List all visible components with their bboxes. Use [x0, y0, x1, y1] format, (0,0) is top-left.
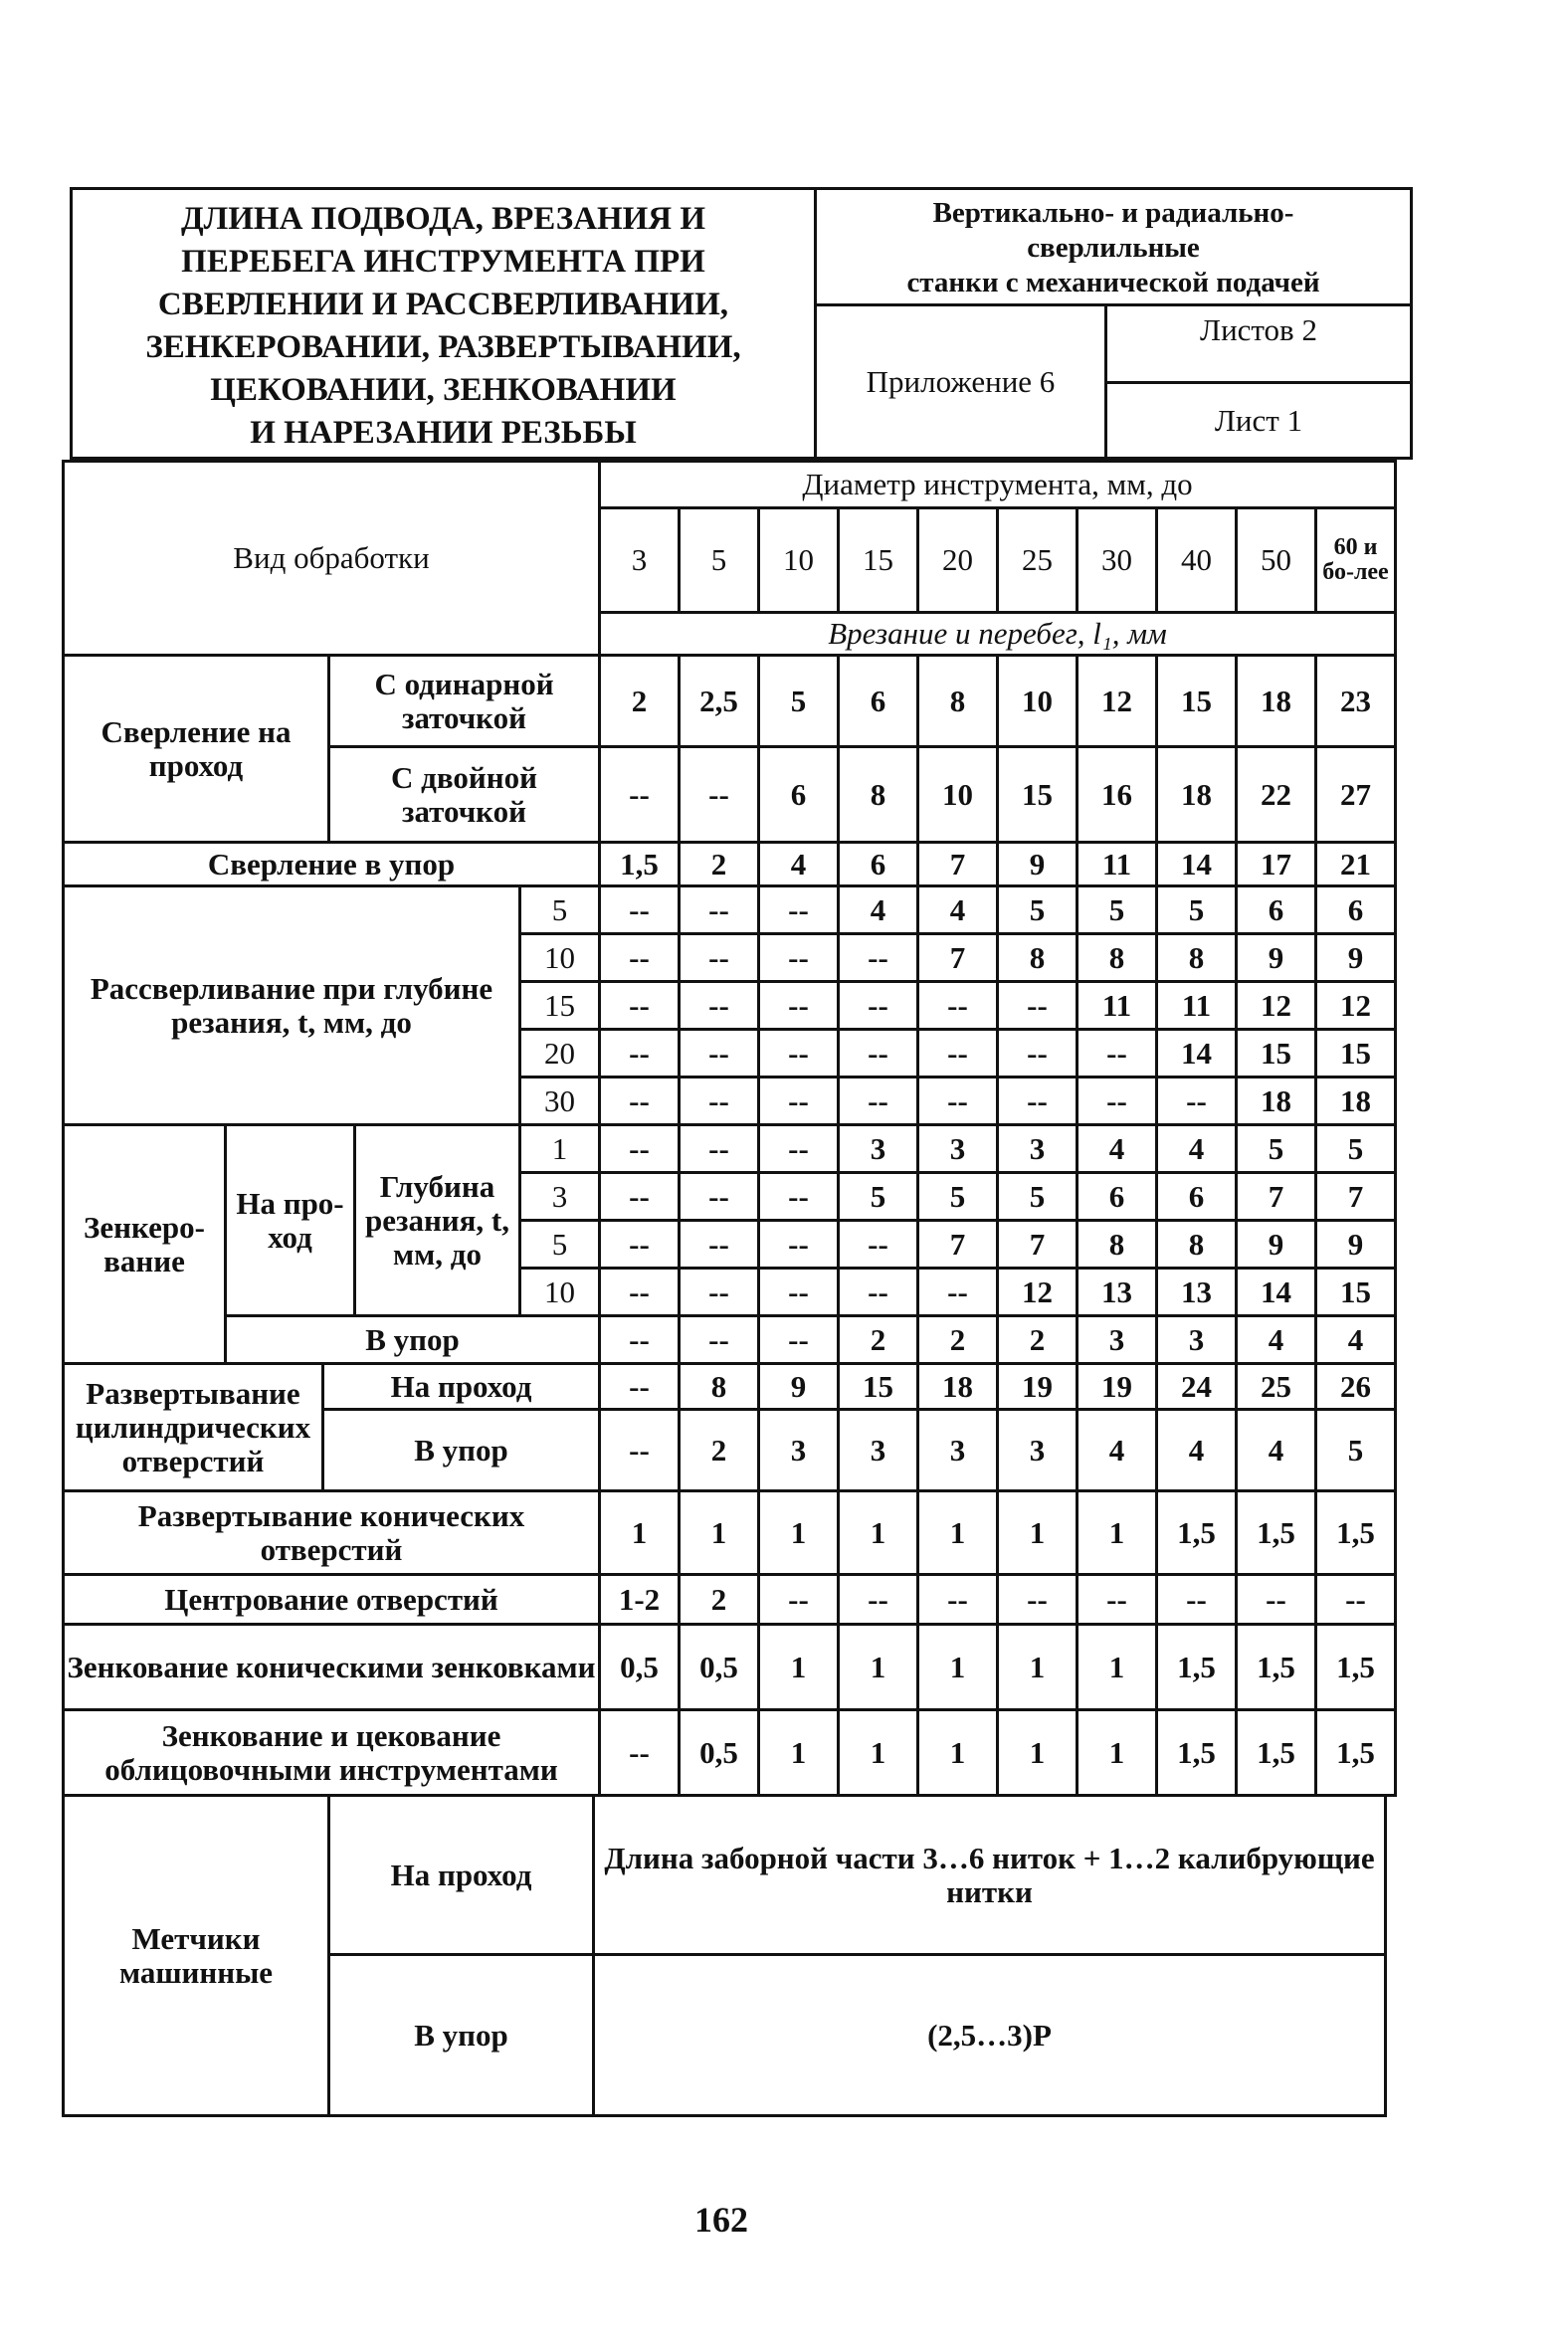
value-cell: 7: [1317, 1174, 1397, 1222]
value-cell: 3: [1078, 1317, 1158, 1365]
value-cell: 1: [760, 1626, 840, 1711]
value-cell: 4: [919, 887, 999, 935]
value-cell: --: [601, 935, 681, 983]
value-cell: 13: [1078, 1270, 1158, 1317]
value-cell: 9: [1238, 1222, 1317, 1270]
value-cell: --: [760, 1174, 840, 1222]
value-cell: --: [760, 1031, 840, 1078]
depth-cell: 5: [521, 887, 601, 935]
page-number: 162: [694, 2200, 748, 2240]
value-cell: 11: [1078, 844, 1158, 887]
value-cell: 1: [1078, 1626, 1158, 1711]
value-cell: 6: [760, 748, 840, 844]
sheets-count: Листов 2: [1107, 306, 1410, 384]
value-cell: 18: [1158, 748, 1238, 844]
value-cell: 8: [999, 935, 1078, 983]
value-cell: 4: [1158, 1126, 1238, 1174]
value-cell: 18: [1238, 657, 1317, 748]
value-cell: 5: [919, 1174, 999, 1222]
diameter-column-header: 40: [1158, 509, 1238, 614]
value-cell: 5: [999, 887, 1078, 935]
diameter-column-header: 50: [1238, 509, 1317, 614]
value-cell: 15: [1317, 1031, 1397, 1078]
value-cell: 8: [681, 1365, 760, 1411]
value-cell: --: [681, 1222, 760, 1270]
value-cell: 12: [1317, 983, 1397, 1031]
value-cell: --: [601, 1126, 681, 1174]
value-cell: 24: [1158, 1365, 1238, 1411]
reaming-depth-label: Рассверливание при глубине резания, t, мм, до: [62, 887, 521, 1126]
value-cell: 26: [1317, 1365, 1397, 1411]
value-cell: 3: [840, 1411, 919, 1492]
value-cell: 11: [1158, 983, 1238, 1031]
value-cell: 9: [1317, 935, 1397, 983]
value-cell: 1: [919, 1711, 999, 1797]
value-cell: --: [840, 1270, 919, 1317]
value-cell: 7: [999, 1222, 1078, 1270]
countersinking-blind-label: В упор: [227, 1317, 601, 1365]
value-cell: 15: [1317, 1270, 1397, 1317]
value-cell: --: [681, 1174, 760, 1222]
value-cell: 4: [1238, 1317, 1317, 1365]
taps-blind-label: В упор: [330, 1956, 595, 2117]
value-cell: 6: [1078, 1174, 1158, 1222]
value-cell: 8: [1158, 1222, 1238, 1270]
value-cell: 22: [1238, 748, 1317, 844]
value-cell: 12: [999, 1270, 1078, 1317]
value-cell: 10: [999, 657, 1078, 748]
value-cell: 2: [840, 1317, 919, 1365]
value-cell: --: [840, 1576, 919, 1626]
value-cell: 1,5: [1158, 1626, 1238, 1711]
value-cell: --: [760, 1270, 840, 1317]
single-point-label: С одинарной заточкой: [330, 657, 601, 748]
value-cell: 1: [681, 1492, 760, 1576]
depth-cell: 30: [521, 1078, 601, 1126]
value-cell: 18: [1238, 1078, 1317, 1126]
value-cell: 5: [1078, 887, 1158, 935]
value-cell: 2: [601, 657, 681, 748]
value-cell: --: [919, 1078, 999, 1126]
value-cell: 1: [840, 1626, 919, 1711]
depth-cell: 10: [521, 1270, 601, 1317]
diameter-column-header: 3: [601, 509, 681, 614]
value-cell: --: [840, 983, 919, 1031]
value-cell: 1,5: [1317, 1626, 1397, 1711]
title-line: И НАРЕЗАНИИ РЕЗЬБЫ: [250, 415, 637, 451]
value-cell: --: [681, 1126, 760, 1174]
value-cell: --: [601, 1031, 681, 1078]
value-cell: --: [681, 983, 760, 1031]
value-cell: 4: [1158, 1411, 1238, 1492]
value-cell: 1: [760, 1711, 840, 1797]
value-cell: 1: [999, 1492, 1078, 1576]
drilling-blind-label: Сверление в упор: [62, 844, 601, 887]
value-cell: --: [999, 1031, 1078, 1078]
title-line: ПЕРЕБЕГА ИНСТРУМЕНТА ПРИ: [181, 244, 705, 280]
value-cell: --: [601, 1174, 681, 1222]
reaming-blind-label: В упор: [324, 1411, 601, 1492]
value-cell: --: [1238, 1576, 1317, 1626]
value-cell: 25: [1238, 1365, 1317, 1411]
diameter-column-header: 60 и бо-лее: [1317, 509, 1397, 614]
value-cell: 3: [919, 1126, 999, 1174]
value-cell: 1,5: [601, 844, 681, 887]
value-cell: 6: [840, 844, 919, 887]
value-cell: 3: [999, 1411, 1078, 1492]
title-line: ЗЕНКЕРОВАНИИ, РАЗВЕРТЫВАНИИ,: [145, 329, 741, 365]
value-cell: 0,5: [601, 1626, 681, 1711]
value-cell: 1,5: [1317, 1492, 1397, 1576]
value-cell: 5: [840, 1174, 919, 1222]
operation-type-header: Вид обработки: [62, 460, 601, 657]
value-cell: 14: [1158, 844, 1238, 887]
value-cell: 18: [1317, 1078, 1397, 1126]
value-cell: 2,5: [681, 657, 760, 748]
taps-through-label: На проход: [330, 1797, 595, 1956]
value-cell: --: [999, 1576, 1078, 1626]
value-cell: --: [1078, 1031, 1158, 1078]
value-cell: --: [681, 1270, 760, 1317]
value-cell: --: [760, 983, 840, 1031]
taps-through-value: Длина заборной части 3…6 ниток + 1…2 калибрующие нитки: [595, 1797, 1387, 1956]
value-cell: --: [840, 1031, 919, 1078]
value-cell: 1,5: [1158, 1492, 1238, 1576]
value-cell: 3: [840, 1126, 919, 1174]
value-cell: --: [760, 1317, 840, 1365]
value-cell: --: [760, 935, 840, 983]
value-cell: --: [601, 887, 681, 935]
value-cell: 1: [999, 1626, 1078, 1711]
facing-label: Зенкование и цекование облицовочными инструментами: [62, 1711, 601, 1797]
value-cell: --: [681, 1031, 760, 1078]
cylindrical-reaming-label: Развертывание цилиндрических отверстий: [62, 1365, 324, 1492]
drilling-through-label: Сверление на проход: [62, 657, 330, 844]
value-cell: 1: [840, 1711, 919, 1797]
value-cell: 13: [1158, 1270, 1238, 1317]
value-cell: 8: [919, 657, 999, 748]
value-cell: --: [1078, 1576, 1158, 1626]
value-cell: 8: [1078, 935, 1158, 983]
value-cell: 15: [840, 1365, 919, 1411]
machine-type: Вертикально- и радиально- сверлильные станки с механической подачей: [817, 190, 1410, 306]
value-cell: 15: [999, 748, 1078, 844]
value-cell: 6: [1158, 1174, 1238, 1222]
value-cell: --: [681, 1317, 760, 1365]
value-cell: 2: [681, 1576, 760, 1626]
value-cell: 18: [919, 1365, 999, 1411]
depth-cell: 20: [521, 1031, 601, 1078]
value-cell: 4: [1238, 1411, 1317, 1492]
value-cell: 1,5: [1158, 1711, 1238, 1797]
value-cell: 6: [840, 657, 919, 748]
value-cell: 1: [840, 1492, 919, 1576]
value-cell: --: [601, 1078, 681, 1126]
value-cell: 3: [760, 1411, 840, 1492]
value-cell: --: [681, 748, 760, 844]
value-cell: --: [681, 887, 760, 935]
value-cell: 1: [1078, 1492, 1158, 1576]
diameter-column-header: 5: [681, 509, 760, 614]
depth-cell: 3: [521, 1174, 601, 1222]
value-cell: 1: [999, 1711, 1078, 1797]
value-cell: 9: [1317, 1222, 1397, 1270]
value-cell: 2: [681, 1411, 760, 1492]
value-cell: 14: [1158, 1031, 1238, 1078]
value-cell: 0,5: [681, 1626, 760, 1711]
value-cell: 5: [1238, 1126, 1317, 1174]
value-cell: --: [919, 1576, 999, 1626]
through-label: На про-ход: [227, 1126, 356, 1317]
value-cell: 2: [919, 1317, 999, 1365]
value-cell: --: [760, 1576, 840, 1626]
value-cell: 9: [999, 844, 1078, 887]
value-cell: 0,5: [681, 1711, 760, 1797]
value-cell: --: [1158, 1078, 1238, 1126]
value-cell: --: [681, 935, 760, 983]
value-cell: 1,5: [1238, 1626, 1317, 1711]
value-cell: --: [840, 935, 919, 983]
countersinking-label: Зенкеро-вание: [62, 1126, 227, 1365]
value-cell: --: [681, 1078, 760, 1126]
taps-label: Метчики машинные: [62, 1797, 330, 2117]
value-cell: 3: [919, 1411, 999, 1492]
title-line: ДЛИНА ПОДВОДА, ВРЕЗАНИЯ И: [180, 201, 706, 237]
value-cell: --: [999, 983, 1078, 1031]
depth-cell: 1: [521, 1126, 601, 1174]
value-cell: --: [999, 1078, 1078, 1126]
value-cell: --: [601, 983, 681, 1031]
value-cell: 12: [1078, 657, 1158, 748]
value-cell: --: [1317, 1576, 1397, 1626]
value-cell: 1-2: [601, 1576, 681, 1626]
value-cell: --: [601, 1317, 681, 1365]
value-cell: --: [1078, 1078, 1158, 1126]
value-cell: 10: [919, 748, 999, 844]
reaming-through-label: На проход: [324, 1365, 601, 1411]
value-cell: --: [601, 1711, 681, 1797]
value-cell: --: [840, 1222, 919, 1270]
value-cell: 4: [1078, 1126, 1158, 1174]
value-cell: --: [919, 1031, 999, 1078]
diameter-column-header: 20: [919, 509, 999, 614]
value-cell: 1,5: [1238, 1711, 1317, 1797]
depth-cell: 10: [521, 935, 601, 983]
diameter-column-header: 30: [1078, 509, 1158, 614]
value-cell: 7: [919, 935, 999, 983]
value-cell: --: [601, 1365, 681, 1411]
sheet-number: Лист 1: [1214, 402, 1303, 438]
value-cell: 5: [1317, 1411, 1397, 1492]
value-cell: 7: [919, 1222, 999, 1270]
title-line: СВЕРЛЕНИИ И РАССВЕРЛИВАНИИ,: [157, 287, 729, 322]
value-cell: 15: [1238, 1031, 1317, 1078]
value-cell: 9: [1238, 935, 1317, 983]
value-cell: --: [760, 1126, 840, 1174]
value-cell: 8: [840, 748, 919, 844]
allowance-subheader: Врезание и перебег, l₁, мм: [601, 614, 1397, 657]
value-cell: 7: [1238, 1174, 1317, 1222]
value-cell: 19: [1078, 1365, 1158, 1411]
value-cell: 1: [760, 1492, 840, 1576]
value-cell: 21: [1317, 844, 1397, 887]
value-cell: 23: [1317, 657, 1397, 748]
value-cell: 1: [601, 1492, 681, 1576]
value-cell: 8: [1078, 1222, 1158, 1270]
value-cell: 27: [1317, 748, 1397, 844]
cut-depth-label: Глубина резания, t, мм, до: [356, 1126, 521, 1317]
value-cell: 15: [1158, 657, 1238, 748]
value-cell: 3: [999, 1126, 1078, 1174]
value-cell: --: [760, 1078, 840, 1126]
diameter-column-header: 15: [840, 509, 919, 614]
conical-reaming-label: Развертывание конических отверстий: [62, 1492, 601, 1576]
value-cell: 16: [1078, 748, 1158, 844]
value-cell: 17: [1238, 844, 1317, 887]
diameter-column-header: 25: [999, 509, 1078, 614]
taps-blind-value: (2,5…3)P: [595, 1956, 1387, 2117]
value-cell: 2: [681, 844, 760, 887]
value-cell: 9: [760, 1365, 840, 1411]
double-point-label: С двойной заточкой: [330, 748, 601, 844]
value-cell: 3: [1158, 1317, 1238, 1365]
value-cell: 6: [1238, 887, 1317, 935]
value-cell: --: [760, 887, 840, 935]
value-cell: 14: [1238, 1270, 1317, 1317]
depth-cell: 5: [521, 1222, 601, 1270]
diameter-column-header: 10: [760, 509, 840, 614]
appendix-label: Приложение 6: [817, 306, 1107, 457]
value-cell: 5: [999, 1174, 1078, 1222]
value-cell: 4: [1078, 1411, 1158, 1492]
value-cell: 5: [1158, 887, 1238, 935]
value-cell: 19: [999, 1365, 1078, 1411]
diameter-header: Диаметр инструмента, мм, до: [601, 460, 1397, 509]
value-cell: 8: [1158, 935, 1238, 983]
value-cell: 5: [760, 657, 840, 748]
value-cell: 1: [1078, 1711, 1158, 1797]
value-cell: 4: [760, 844, 840, 887]
value-cell: --: [760, 1222, 840, 1270]
value-cell: 7: [919, 844, 999, 887]
value-cell: --: [601, 1222, 681, 1270]
value-cell: 1: [919, 1626, 999, 1711]
value-cell: 12: [1238, 983, 1317, 1031]
value-cell: 1: [919, 1492, 999, 1576]
value-cell: --: [919, 1270, 999, 1317]
value-cell: 11: [1078, 983, 1158, 1031]
value-cell: 1,5: [1238, 1492, 1317, 1576]
value-cell: 4: [840, 887, 919, 935]
depth-cell: 15: [521, 983, 601, 1031]
title-line: ЦЕКОВАНИИ, ЗЕНКОВАНИИ: [210, 372, 677, 408]
conical-countersinking-label: Зенкование коническими зенковками: [62, 1626, 601, 1711]
value-cell: 1,5: [1317, 1711, 1397, 1797]
value-cell: --: [840, 1078, 919, 1126]
value-cell: 6: [1317, 887, 1397, 935]
value-cell: 5: [1317, 1126, 1397, 1174]
value-cell: --: [919, 983, 999, 1031]
value-cell: 4: [1317, 1317, 1397, 1365]
value-cell: --: [601, 748, 681, 844]
value-cell: --: [601, 1411, 681, 1492]
value-cell: 2: [999, 1317, 1078, 1365]
value-cell: --: [1158, 1576, 1238, 1626]
centering-label: Центрование отверстий: [62, 1576, 601, 1626]
value-cell: --: [601, 1270, 681, 1317]
